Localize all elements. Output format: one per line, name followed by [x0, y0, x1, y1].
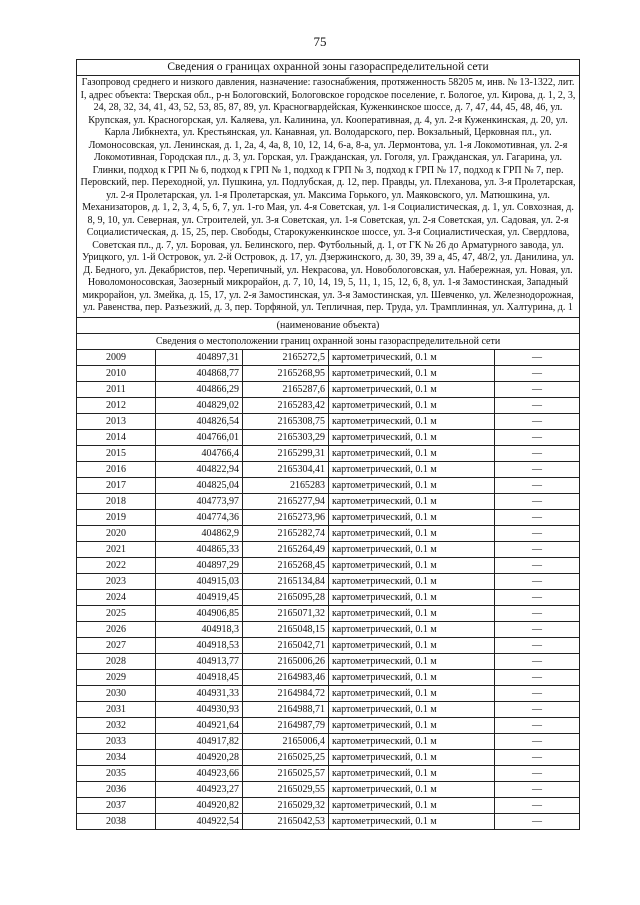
boundary-table [76, 59, 580, 830]
point-number: 2010 [77, 365, 156, 381]
dash-cell: — [495, 413, 580, 429]
coord-x: 404931,33 [156, 685, 243, 701]
dash-cell: — [495, 349, 580, 365]
caption-row [77, 317, 580, 333]
table-row [77, 477, 580, 493]
point-number: 2016 [77, 461, 156, 477]
point-number: 2034 [77, 749, 156, 765]
dash-cell: — [495, 477, 580, 493]
dash-cell: — [495, 797, 580, 813]
point-number: 2026 [77, 621, 156, 637]
method-cell: картометрический, 0.1 м [329, 525, 495, 541]
dash-cell: — [495, 397, 580, 413]
method-cell: картометрический, 0.1 м [329, 445, 495, 461]
point-number: 2021 [77, 541, 156, 557]
coord-x: 404826,54 [156, 413, 243, 429]
coord-y: 2165268,95 [243, 365, 329, 381]
object-description: Газопровод среднего и низкого давления, назначение: газоснабжения, протяженность 58205 м, инв. № 13-1322, лит. I, адрес объекта: Тверская обл., р-н Бологовский, Бологовское городское поселение, г. Бологое, ул. Кирова, д. 1, 2, 3, 24, 28, 32, 34, 41, 43, 52, 53, 85, 87, 89, ул. Красногвардейская, Куженкинское шоссе, д. 7, 47, 44, 45, 48, 46, ул. Крупская, ул. Красногорская, ул. Каляева, ул. Калинина, ул. Кооперативная, д. 4, ул. 2-я Куженкинская, д. 20, ул. Карла Либкнехта, ул. Крестьянская, ул. Канавная, ул. Володарского, пер. Вокзальный, Церковная пл., ул. Ломоносовская, ул. Ленинская, д. 1, 2а, 4, 4а, 8, 10, 12, 14, 6-а, 8-а, ул. Лермонтова, ул. 1-я Локомотивная, ул. 2-я Локомотивная, Городская пл., д. 3, ул. Горская, ул. Гражданская, ул. Гоголя, ул. Гражданская, ул. Гагарина, ул. Глинки, подход к ГРП № 6, подход к ГРП № 1, подход к ГРП № 3, подход к ГРП № 17, подход к ГРП № 7, пер. Перовский, пер. Переходной, ул. Пушкина, ул. Подлубская, д. 12, пер. Правды, ул. Плеханова, ул. 3-я Пролетарская, ул. 2-я Пролетарская, ул. 1-я Пролетарская, ул. Максима Горького, ул. Маяковского, ул. Матюшкина, ул. Механизаторов, д. 1, 2, 3, 4, 5, 6, 7, ул. 1-го Мая, ул. 4-я Советская, ул. 1-я Социалистическая, д. 1, ул. Совхозная, д. 8, 9, 10, ул. Северная, ул. Строителей, ул. 3-я Советская, ул. 1-я Советская, ул. 2-я Советская, ул. Садовая, ул. 2-я Социалистическая, д. 15, 25, пер. Свободы, Старокуженкинское шоссе, ул. 3-я Социалистическая, ул. Свердлова, Советская пл., д. 7, ул. Боровая, ул. Белинского, пер. Футбольный, д. 1, от ГК № 26 до Арматурного завода, ул. Урицкого, ул. 1-й Островок, ул. 2-й Островок, д. 17, ул. Дзержинского, д. 30, 39, 39 а, 45, 47, 48/2, ул. Данилина, ул. Д. Бедного, ул. Декабристов, пер. Черепичный, ул. Некрасова, ул. Новобологовская, ул. Набережная, ул. Новая, ул. Новоломоносовская, Заозерный микрорайон, д. 7, 10, 14, 19, 5, 11, 1, 15, 12, 6, 8, ул. 1-я Замостинская, Западный микрорайон, ул. Змейка, д. 15, 17, ул. 2-я Замостинская, ул. 3-я Замостинская, ул. Шевченко, ул. Железнодорожная, ул. Равенства, пер. Разъезжий, д. 3, пер. Торфяной, ул. Тепличная, пер. Труда, ул. Трамплинная, ул. Халтурина, д. 1 [77, 76, 580, 318]
coord-y: 2165042,71 [243, 637, 329, 653]
object-caption: (наименование объекта) [77, 317, 580, 333]
table-row [77, 797, 580, 813]
coord-y: 2165308,75 [243, 413, 329, 429]
title-row [77, 60, 580, 76]
table-row [77, 589, 580, 605]
coord-x: 404774,36 [156, 509, 243, 525]
table-row [77, 445, 580, 461]
coord-y: 2164988,71 [243, 701, 329, 717]
point-number: 2009 [77, 349, 156, 365]
coord-x: 404866,29 [156, 381, 243, 397]
method-cell: картометрический, 0.1 м [329, 605, 495, 621]
coord-y: 2164983,46 [243, 669, 329, 685]
coord-y: 2165134,84 [243, 573, 329, 589]
method-cell: картометрический, 0.1 м [329, 669, 495, 685]
method-cell: картометрический, 0.1 м [329, 461, 495, 477]
point-number: 2029 [77, 669, 156, 685]
coord-x: 404897,31 [156, 349, 243, 365]
table-row [77, 717, 580, 733]
point-number: 2033 [77, 733, 156, 749]
table-row [77, 461, 580, 477]
table-body [77, 60, 580, 830]
coord-y: 2165029,32 [243, 797, 329, 813]
table-row [77, 685, 580, 701]
coord-y: 2165287,6 [243, 381, 329, 397]
point-number: 2012 [77, 397, 156, 413]
coord-x: 404918,45 [156, 669, 243, 685]
dash-cell: — [495, 493, 580, 509]
coord-y: 2165299,31 [243, 445, 329, 461]
point-number: 2030 [77, 685, 156, 701]
dash-cell: — [495, 365, 580, 381]
coord-y: 2164984,72 [243, 685, 329, 701]
point-number: 2023 [77, 573, 156, 589]
table-row [77, 557, 580, 573]
dash-cell: — [495, 525, 580, 541]
dash-cell: — [495, 621, 580, 637]
dash-cell: — [495, 749, 580, 765]
point-number: 2036 [77, 781, 156, 797]
coord-y: 2165006,26 [243, 653, 329, 669]
coord-x: 404829,02 [156, 397, 243, 413]
point-number: 2022 [77, 557, 156, 573]
table-row [77, 509, 580, 525]
coord-y: 2165029,55 [243, 781, 329, 797]
coord-y: 2165283 [243, 477, 329, 493]
method-cell: картометрический, 0.1 м [329, 637, 495, 653]
point-number: 2025 [77, 605, 156, 621]
coord-y: 2165268,45 [243, 557, 329, 573]
method-cell: картометрический, 0.1 м [329, 797, 495, 813]
coord-y: 2165264,49 [243, 541, 329, 557]
point-number: 2011 [77, 381, 156, 397]
dash-cell: — [495, 541, 580, 557]
coord-y: 2165048,15 [243, 621, 329, 637]
dash-cell: — [495, 557, 580, 573]
dash-cell: — [495, 653, 580, 669]
method-cell: картометрический, 0.1 м [329, 685, 495, 701]
coord-x: 404766,01 [156, 429, 243, 445]
coord-y: 2165071,32 [243, 605, 329, 621]
coord-y: 2165272,5 [243, 349, 329, 365]
method-cell: картометрический, 0.1 м [329, 413, 495, 429]
method-cell: картометрический, 0.1 м [329, 493, 495, 509]
coord-x: 404918,3 [156, 621, 243, 637]
table-row [77, 349, 580, 365]
method-cell: картометрический, 0.1 м [329, 429, 495, 445]
coord-y: 2165025,57 [243, 765, 329, 781]
table-row [77, 381, 580, 397]
coord-x: 404920,82 [156, 797, 243, 813]
coord-x: 404917,82 [156, 733, 243, 749]
coord-x: 404773,97 [156, 493, 243, 509]
point-number: 2037 [77, 797, 156, 813]
table-row [77, 653, 580, 669]
coord-x: 404897,29 [156, 557, 243, 573]
coord-x: 404913,77 [156, 653, 243, 669]
coord-y: 2165282,74 [243, 525, 329, 541]
dash-cell: — [495, 813, 580, 829]
dash-cell: — [495, 685, 580, 701]
description-row [77, 76, 580, 318]
coord-y: 2165006,4 [243, 733, 329, 749]
dash-cell: — [495, 605, 580, 621]
point-number: 2028 [77, 653, 156, 669]
method-cell: картометрический, 0.1 м [329, 621, 495, 637]
coord-x: 404868,77 [156, 365, 243, 381]
coord-x: 404922,54 [156, 813, 243, 829]
dash-cell: — [495, 765, 580, 781]
method-cell: картометрический, 0.1 м [329, 813, 495, 829]
method-cell: картометрический, 0.1 м [329, 749, 495, 765]
coord-x: 404906,85 [156, 605, 243, 621]
point-number: 2032 [77, 717, 156, 733]
location-title-row [77, 333, 580, 349]
coord-y: 2164987,79 [243, 717, 329, 733]
point-number: 2020 [77, 525, 156, 541]
coord-x: 404862,9 [156, 525, 243, 541]
dash-cell: — [495, 509, 580, 525]
point-number: 2015 [77, 445, 156, 461]
point-number: 2024 [77, 589, 156, 605]
table-row [77, 429, 580, 445]
coord-x: 404923,27 [156, 781, 243, 797]
method-cell: картометрический, 0.1 м [329, 509, 495, 525]
coord-x: 404930,93 [156, 701, 243, 717]
point-number: 2035 [77, 765, 156, 781]
coord-x: 404865,33 [156, 541, 243, 557]
method-cell: картометрический, 0.1 м [329, 365, 495, 381]
dash-cell: — [495, 733, 580, 749]
dash-cell: — [495, 717, 580, 733]
table-row [77, 733, 580, 749]
dash-cell: — [495, 637, 580, 653]
coord-x: 404822,94 [156, 461, 243, 477]
table-row [77, 669, 580, 685]
method-cell: картометрический, 0.1 м [329, 765, 495, 781]
point-number: 2017 [77, 477, 156, 493]
page-number: 75 [313, 34, 327, 49]
dash-cell: — [495, 781, 580, 797]
dash-cell: — [495, 429, 580, 445]
dash-cell: — [495, 461, 580, 477]
method-cell: картометрический, 0.1 м [329, 781, 495, 797]
coord-x: 404915,03 [156, 573, 243, 589]
method-cell: картометрический, 0.1 м [329, 701, 495, 717]
coord-y: 2165095,28 [243, 589, 329, 605]
dash-cell: — [495, 445, 580, 461]
table-row [77, 541, 580, 557]
coord-y: 2165303,29 [243, 429, 329, 445]
method-cell: картометрический, 0.1 м [329, 557, 495, 573]
dash-cell: — [495, 381, 580, 397]
method-cell: картометрический, 0.1 м [329, 349, 495, 365]
table-row [77, 637, 580, 653]
table-row [77, 749, 580, 765]
method-cell: картометрический, 0.1 м [329, 541, 495, 557]
coord-y: 2165025,25 [243, 749, 329, 765]
coord-x: 404825,04 [156, 477, 243, 493]
method-cell: картометрический, 0.1 м [329, 397, 495, 413]
location-title: Сведения о местоположении границ охранной зоны газораспределительной сети [77, 333, 580, 349]
coord-x: 404923,66 [156, 765, 243, 781]
method-cell: картометрический, 0.1 м [329, 573, 495, 589]
table-row [77, 765, 580, 781]
table-row [77, 397, 580, 413]
table-row [77, 573, 580, 589]
table-row [77, 365, 580, 381]
coord-x: 404918,53 [156, 637, 243, 653]
coord-y: 2165304,41 [243, 461, 329, 477]
coord-y: 2165283,42 [243, 397, 329, 413]
table-row [77, 621, 580, 637]
dash-cell: — [495, 701, 580, 717]
table-row [77, 781, 580, 797]
coord-y: 2165042,53 [243, 813, 329, 829]
point-number: 2013 [77, 413, 156, 429]
table-row [77, 413, 580, 429]
point-number: 2027 [77, 637, 156, 653]
coord-x: 404919,45 [156, 589, 243, 605]
point-number: 2014 [77, 429, 156, 445]
coord-y: 2165273,96 [243, 509, 329, 525]
table-row [77, 605, 580, 621]
point-number: 2019 [77, 509, 156, 525]
point-number: 2031 [77, 701, 156, 717]
dash-cell: — [495, 573, 580, 589]
table-row [77, 701, 580, 717]
table-row [77, 813, 580, 829]
coord-x: 404921,64 [156, 717, 243, 733]
dash-cell: — [495, 589, 580, 605]
point-number: 2038 [77, 813, 156, 829]
method-cell: картометрический, 0.1 м [329, 653, 495, 669]
method-cell: картометрический, 0.1 м [329, 717, 495, 733]
coord-x: 404766,4 [156, 445, 243, 461]
method-cell: картометрический, 0.1 м [329, 381, 495, 397]
method-cell: картометрический, 0.1 м [329, 589, 495, 605]
method-cell: картометрический, 0.1 м [329, 477, 495, 493]
coord-y: 2165277,94 [243, 493, 329, 509]
point-number: 2018 [77, 493, 156, 509]
method-cell: картометрический, 0.1 м [329, 733, 495, 749]
coord-x: 404920,28 [156, 749, 243, 765]
table-row [77, 525, 580, 541]
document-title: Сведения о границах охранной зоны газораспределительной сети [77, 60, 580, 76]
table-row [77, 493, 580, 509]
dash-cell: — [495, 669, 580, 685]
